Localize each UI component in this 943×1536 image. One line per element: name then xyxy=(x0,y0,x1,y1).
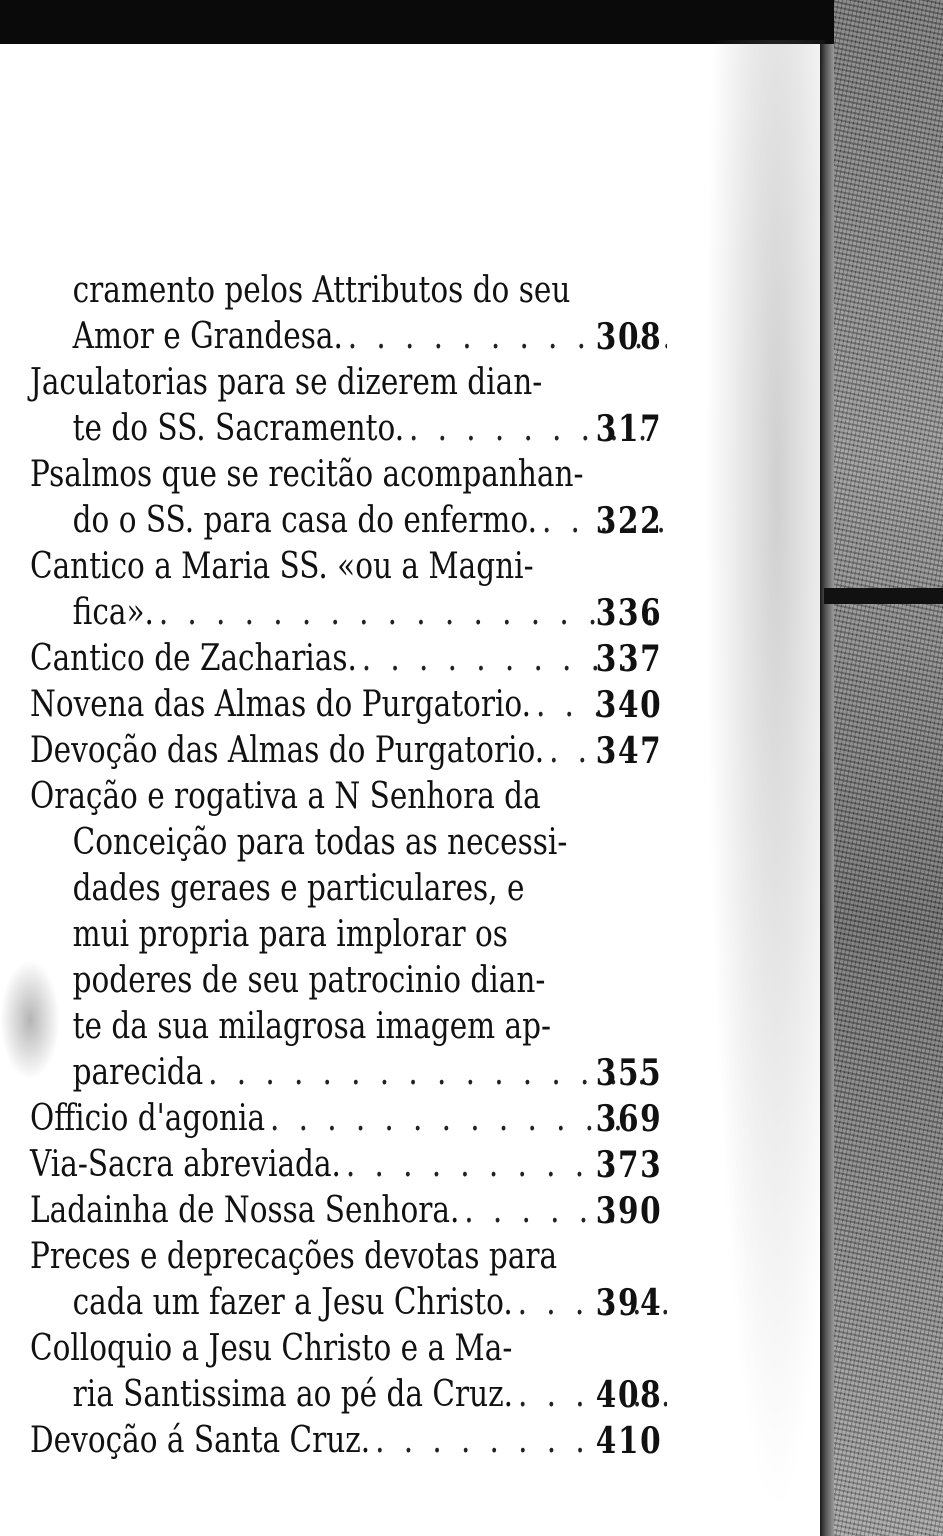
entry-line: Conceição para todas as necessi- xyxy=(72,822,568,863)
entry-leader-line xyxy=(30,1372,667,1418)
entry-line: Colloquio a Jesu Christo e a Ma- xyxy=(30,1328,513,1369)
entry-line: Cantico de Zacharias. xyxy=(30,638,357,679)
entry-line: do o SS. para casa do enfermo. xyxy=(72,500,538,541)
entry-leader-line xyxy=(30,1188,625,1234)
dot-leader xyxy=(357,636,625,682)
dot-leader xyxy=(265,1096,624,1142)
page-number: 369 xyxy=(595,1098,663,1140)
entry-leader-line xyxy=(30,728,625,774)
entry-line: fica». xyxy=(72,592,154,633)
toc-entry xyxy=(30,268,663,360)
table-of-contents xyxy=(30,268,663,1464)
entry-line: Ladainha de Nossa Senhora. xyxy=(30,1190,460,1231)
page-edge-shadow xyxy=(820,44,834,1536)
entry-line: mui propria para implorar os xyxy=(72,914,508,955)
dot-leader xyxy=(370,1418,624,1464)
dot-leader xyxy=(154,590,667,636)
page-number: 408 xyxy=(595,1374,663,1416)
book-binding xyxy=(834,0,943,1536)
entry-leader-line xyxy=(30,1096,625,1142)
entry-line: cramento pelos Attributos do seu xyxy=(72,270,571,311)
page-number: 355 xyxy=(595,1052,663,1094)
entry-line: Preces e deprecações devotas para xyxy=(30,1236,558,1277)
page-number: 336 xyxy=(595,592,663,634)
entry-line: Amor e Grandesa. xyxy=(72,316,343,357)
entry-line: te da sua milagrosa imagem ap- xyxy=(72,1006,552,1047)
page-number: 322 xyxy=(595,500,663,542)
toc-entry xyxy=(30,452,663,544)
page-number: 390 xyxy=(595,1190,663,1232)
entry-leader-line xyxy=(30,1050,667,1096)
entry-line: Devoção á Santa Cruz. xyxy=(30,1420,371,1461)
toc-entry xyxy=(30,682,663,728)
page-number: 317 xyxy=(595,408,663,450)
toc-entry xyxy=(30,1188,663,1234)
page-number: 308 xyxy=(595,316,663,358)
entry-line: Jaculatorias para se dizerem dian- xyxy=(30,362,543,403)
page-number: 340 xyxy=(595,684,663,726)
entry-leader-line xyxy=(30,1418,625,1464)
page-number: 373 xyxy=(595,1144,663,1186)
toc-entry xyxy=(30,1234,663,1326)
page-stain xyxy=(705,40,825,1520)
entry-line: Oração e rogativa a N Senhora da xyxy=(30,776,541,817)
toc-entry xyxy=(30,1418,663,1464)
toc-entry xyxy=(30,774,663,1096)
entry-leader-line xyxy=(30,498,667,544)
entry-line: cada um fazer a Jesu Christo. xyxy=(72,1282,513,1323)
page-number: 347 xyxy=(595,730,663,772)
binding-band xyxy=(824,588,943,604)
entry-line: dades geraes e particulares, e xyxy=(72,868,525,909)
entry-leader-line xyxy=(30,590,667,636)
entry-line: poderes de seu patrocinio dian- xyxy=(72,960,546,1001)
dot-leader xyxy=(341,1142,625,1188)
entry-leader-line xyxy=(30,1280,667,1326)
page-number: 337 xyxy=(595,638,663,680)
entry-leader-line xyxy=(30,314,667,360)
entry-line: Cantico a Maria SS. «ou a Magni- xyxy=(30,546,534,587)
page-number: 410 xyxy=(595,1420,663,1462)
entry-line: Officio d'agonia xyxy=(30,1098,266,1139)
entry-line: parecida xyxy=(72,1052,204,1093)
toc-entry xyxy=(30,360,663,452)
entry-leader-line xyxy=(30,406,667,452)
toc-entry xyxy=(30,1096,663,1142)
top-dark-border xyxy=(0,0,943,44)
entry-leader-line xyxy=(30,682,625,728)
entry-line: Psalmos que se recitão acompanhan- xyxy=(30,454,584,495)
page-number: 394 xyxy=(595,1282,663,1324)
entry-leader-line xyxy=(30,1142,625,1188)
toc-entry xyxy=(30,544,663,636)
toc-entry xyxy=(30,1326,663,1418)
entry-line: Via-Sacra abreviada. xyxy=(30,1144,341,1185)
entry-line: te do SS. Sacramento. xyxy=(72,408,405,449)
entry-line: Devoção das Almas do Purgatorio. xyxy=(30,730,545,771)
toc-entry xyxy=(30,728,663,774)
entry-line: ria Santissima ao pé da Cruz. xyxy=(72,1374,514,1415)
toc-entry xyxy=(30,636,663,682)
toc-entry xyxy=(30,1142,663,1188)
entry-line: Novena das Almas do Purgatorio. xyxy=(30,684,532,725)
entry-leader-line xyxy=(30,636,625,682)
